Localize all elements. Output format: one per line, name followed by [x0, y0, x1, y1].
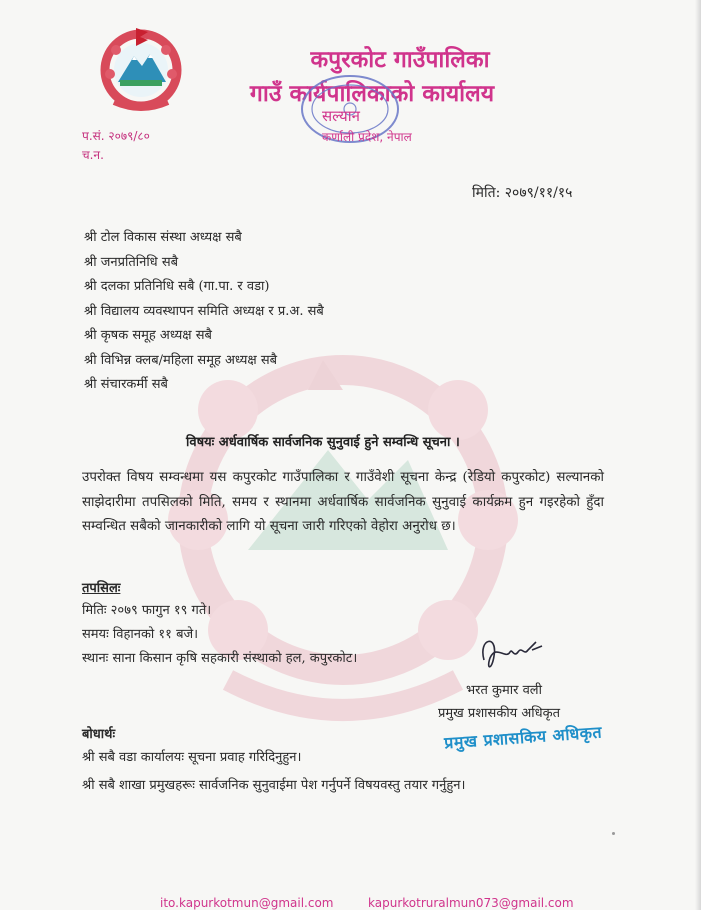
recipient-item: श्री कृषक समूह अध्यक्ष सबै	[84, 328, 212, 343]
speck	[612, 832, 615, 835]
reference-number: प.सं. २०७९/८०	[82, 129, 150, 143]
cc-list	[82, 744, 465, 800]
cc-item: श्री सबै शाखा प्रमुखहरूः सार्वजनिक सुनुवाईमा पेश गर्नुपर्ने विषयवस्तु तयार गर्नुहुन।	[82, 778, 466, 793]
dispatch-number: च.न.	[82, 148, 104, 162]
address-province: कर्णाली प्रदेश, नेपाल	[322, 130, 412, 144]
recipient-item: श्री टोल विकास संस्था अध्यक्ष सबै	[84, 230, 242, 245]
body-paragraph: उपरोक्त विषय सम्वन्धमा यस कपुरकोट गाउँपालिका र गाउँवेशी सूचना केन्द्र (रेडियो कपुरकोट) सल्यानको साझेदारीमा तपसिलको मिति, समय र स्थानमा अर्धवार्षिक सार्वजनिक सुनुवाई कार्यक्रम हुन गइरहेको हुँदा सम्वन्धित सबैको जानकारीको लागि यो सूचना जारी गरिएको वेहोरा अनुरोध छ।	[82, 470, 604, 534]
signatory-name: भरत कुमार वली	[466, 683, 542, 698]
recipient-item: श्री संचारकर्मी सबै	[84, 377, 168, 392]
signatory-position: प्रमुख प्रशासकीय अधिकृत	[438, 706, 561, 721]
address-district: सल्यान	[322, 107, 360, 125]
cc-item: श्री सबै वडा कार्यालयः सूचना प्रवाह गरिदिनुहुन।	[82, 750, 302, 765]
recipient-item: श्री दलका प्रतिनिधि सबै (गा.पा. र वडा)	[84, 279, 270, 294]
office-name: गाउँ कार्यपालिकाको कार्यालय	[249, 81, 495, 107]
designation-stamp: प्रमुख प्रशासकिय अधिकृत	[443, 722, 603, 753]
details-heading: तपसिलः	[82, 581, 121, 596]
page-edge-shadow	[695, 0, 701, 910]
signature	[476, 630, 548, 678]
recipient-item: श्री जनप्रतिनिधि सबै	[84, 254, 179, 270]
subject-line: विषयः अर्धवार्षिक सार्वजनिक सुनुवाई हुने सम्वन्धि सूचना ।	[186, 435, 460, 450]
cc-heading: बोधार्थः	[82, 727, 116, 742]
municipality-name: कपुरकोट गाउँपालिका	[310, 47, 490, 73]
detail-venue: स्थानः साना किसान कृषि सहकारी संस्थाको हल, कपुरकोट।	[82, 651, 358, 666]
letter-date: मिति: २०७९/११/१५	[472, 185, 573, 201]
recipient-item: श्री विद्यालय व्यवस्थापन समिति अध्यक्ष र प्र.अ. सबै	[84, 303, 324, 319]
details-list	[82, 599, 357, 671]
recipient-list	[84, 226, 324, 398]
recipient-item: श्री विभिन्न क्लब/महिला समूह अध्यक्ष सबै	[84, 352, 278, 368]
detail-date: मितिः २०७९ फागुन १९ गते।	[82, 603, 212, 618]
footer-email-2: kapurkotruralmun073@gmail.com	[368, 896, 574, 910]
footer-email-1: ito.kapurkotmun@gmail.com	[160, 896, 334, 910]
nepal-emblem-icon	[96, 22, 186, 114]
detail-time: समयः विहानको ११ बजे।	[82, 627, 199, 642]
